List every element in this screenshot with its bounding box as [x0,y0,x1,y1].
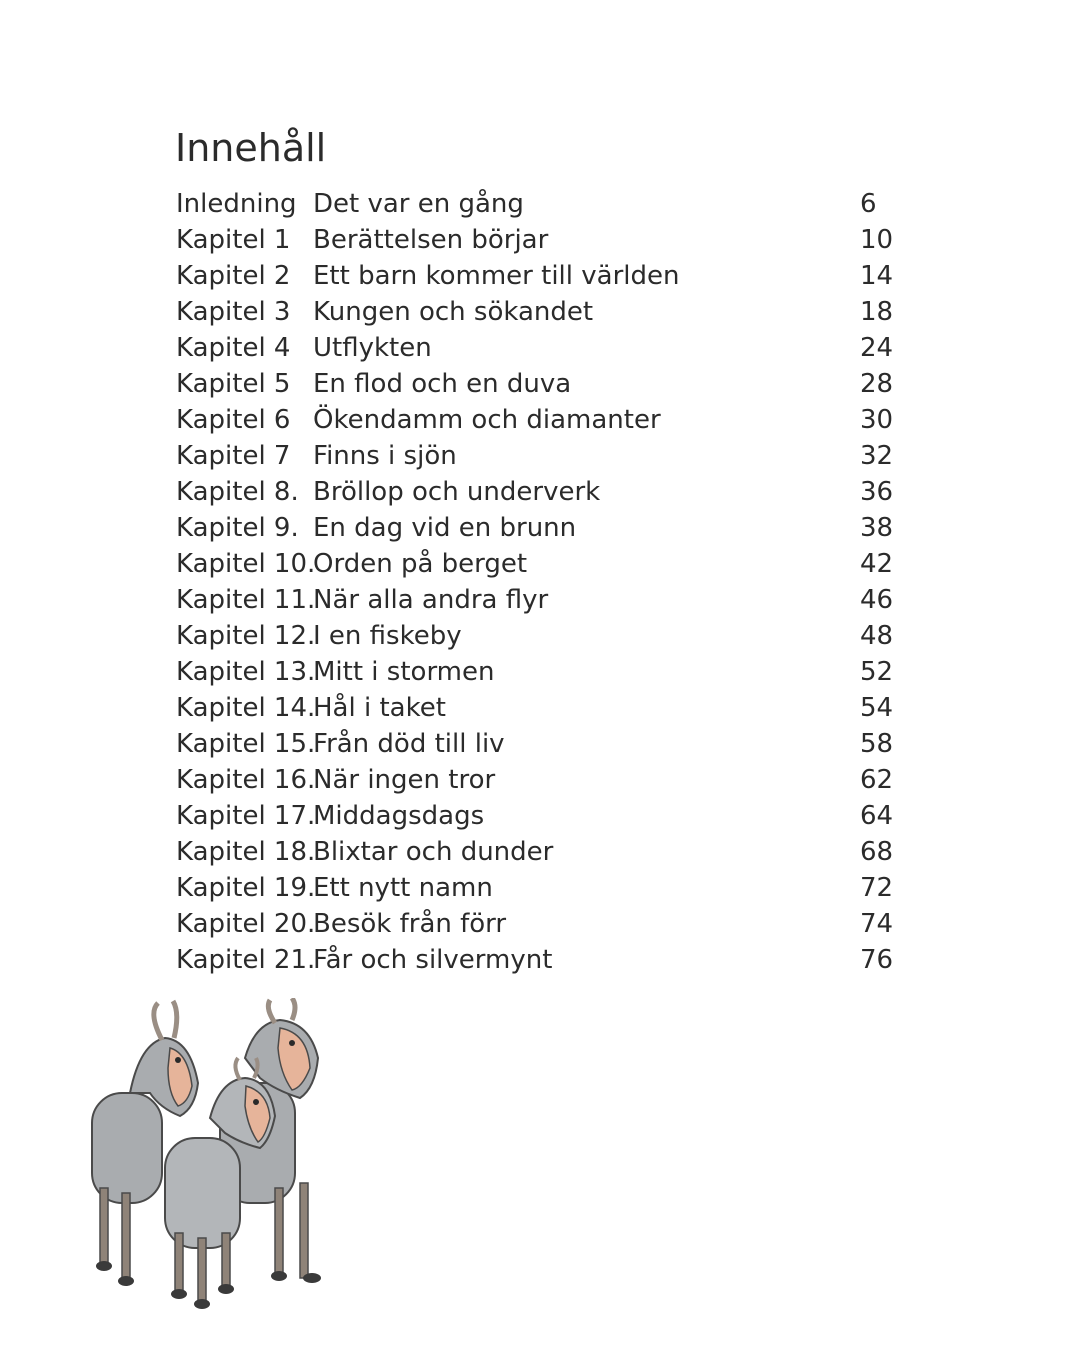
page-number: 64 [860,801,894,831]
goats-illustration [70,998,340,1318]
chapter-label: Kapitel 15. [176,729,316,759]
toc-row [176,618,896,654]
chapter-title: Ett barn kommer till världen [313,261,680,291]
chapter-title: En dag vid en brunn [313,513,577,543]
page-number: 46 [860,585,894,615]
chapter-label: Kapitel 20. [176,909,316,939]
chapter-title: När alla andra flyr [313,585,549,615]
chapter-title: Ökendamm och diamanter [313,405,661,435]
page-number: 38 [860,513,894,543]
toc-row [176,834,896,870]
page-number: 74 [860,909,894,939]
page-number: 72 [860,873,894,903]
toc-row [176,510,896,546]
chapter-title: Hål i taket [313,693,446,723]
page-number: 54 [860,693,894,723]
chapter-title: Orden på berget [313,549,528,579]
toc-row [176,222,896,258]
chapter-label: Kapitel 2 [176,261,291,291]
chapter-label: Kapitel 6 [176,405,291,435]
table-of-contents [176,186,896,978]
toc-row [176,438,896,474]
toc-row [176,366,896,402]
chapter-title: Kungen och sökandet [313,297,594,327]
chapter-title: Berättelsen börjar [313,225,549,255]
chapter-label: Kapitel 5 [176,369,291,399]
toc-row [176,258,896,294]
chapter-title: Bröllop och underverk [313,477,601,507]
chapter-label: Inledning [176,189,297,219]
chapter-label: Kapitel 13. [176,657,316,687]
toc-row [176,474,896,510]
chapter-title: Middagsdags [313,801,485,831]
page-number: 14 [860,261,894,291]
toc-row [176,870,896,906]
chapter-label: Kapitel 21. [176,945,316,975]
toc-row [176,942,896,978]
chapter-title: Utflykten [313,333,432,363]
toc-row [176,582,896,618]
page-number: 28 [860,369,894,399]
chapter-label: Kapitel 8. [176,477,299,507]
chapter-label: Kapitel 11. [176,585,316,615]
chapter-title: Får och silvermynt [313,945,553,975]
toc-row [176,330,896,366]
chapter-label: Kapitel 14. [176,693,316,723]
toc-row [176,906,896,942]
page-number: 42 [860,549,894,579]
page-number: 6 [860,189,877,219]
chapter-title: Ett nytt namn [313,873,493,903]
page-title: Innehåll [175,126,327,170]
chapter-label: Kapitel 17. [176,801,316,831]
chapter-label: Kapitel 9. [176,513,299,543]
page-number: 36 [860,477,894,507]
chapter-title: Blixtar och dunder [313,837,554,867]
page-number: 32 [860,441,894,471]
goat-right [220,998,321,1283]
toc-row [176,402,896,438]
chapter-title: En flod och en duva [313,369,572,399]
toc-row [176,546,896,582]
page-number: 62 [860,765,894,795]
page-number: 52 [860,657,894,687]
chapter-label: Kapitel 16. [176,765,316,795]
chapter-label: Kapitel 18. [176,837,316,867]
chapter-title: Finns i sjön [313,441,457,471]
toc-row [176,654,896,690]
chapter-title: I en fiskeby [313,621,462,651]
toc-row [176,726,896,762]
chapter-label: Kapitel 1 [176,225,291,255]
chapter-label: Kapitel 10. [176,549,316,579]
chapter-label: Kapitel 4 [176,333,291,363]
chapter-title: Mitt i stormen [313,657,495,687]
toc-row [176,294,896,330]
chapter-title: Från död till liv [313,729,505,759]
page-number: 68 [860,837,894,867]
page-number: 30 [860,405,894,435]
toc-row [176,690,896,726]
page-number: 10 [860,225,894,255]
toc-row [176,798,896,834]
chapter-title: Det var en gång [313,189,524,219]
page-number: 58 [860,729,894,759]
chapter-title: Besök från förr [313,909,507,939]
chapter-label: Kapitel 7 [176,441,291,471]
page-number: 18 [860,297,894,327]
chapter-label: Kapitel 12. [176,621,316,651]
page-number: 76 [860,945,894,975]
toc-row [176,186,896,222]
chapter-label: Kapitel 19. [176,873,316,903]
chapter-title: När ingen tror [313,765,496,795]
page-number: 24 [860,333,894,363]
toc-row [176,762,896,798]
page-number: 48 [860,621,894,651]
chapter-label: Kapitel 3 [176,297,291,327]
